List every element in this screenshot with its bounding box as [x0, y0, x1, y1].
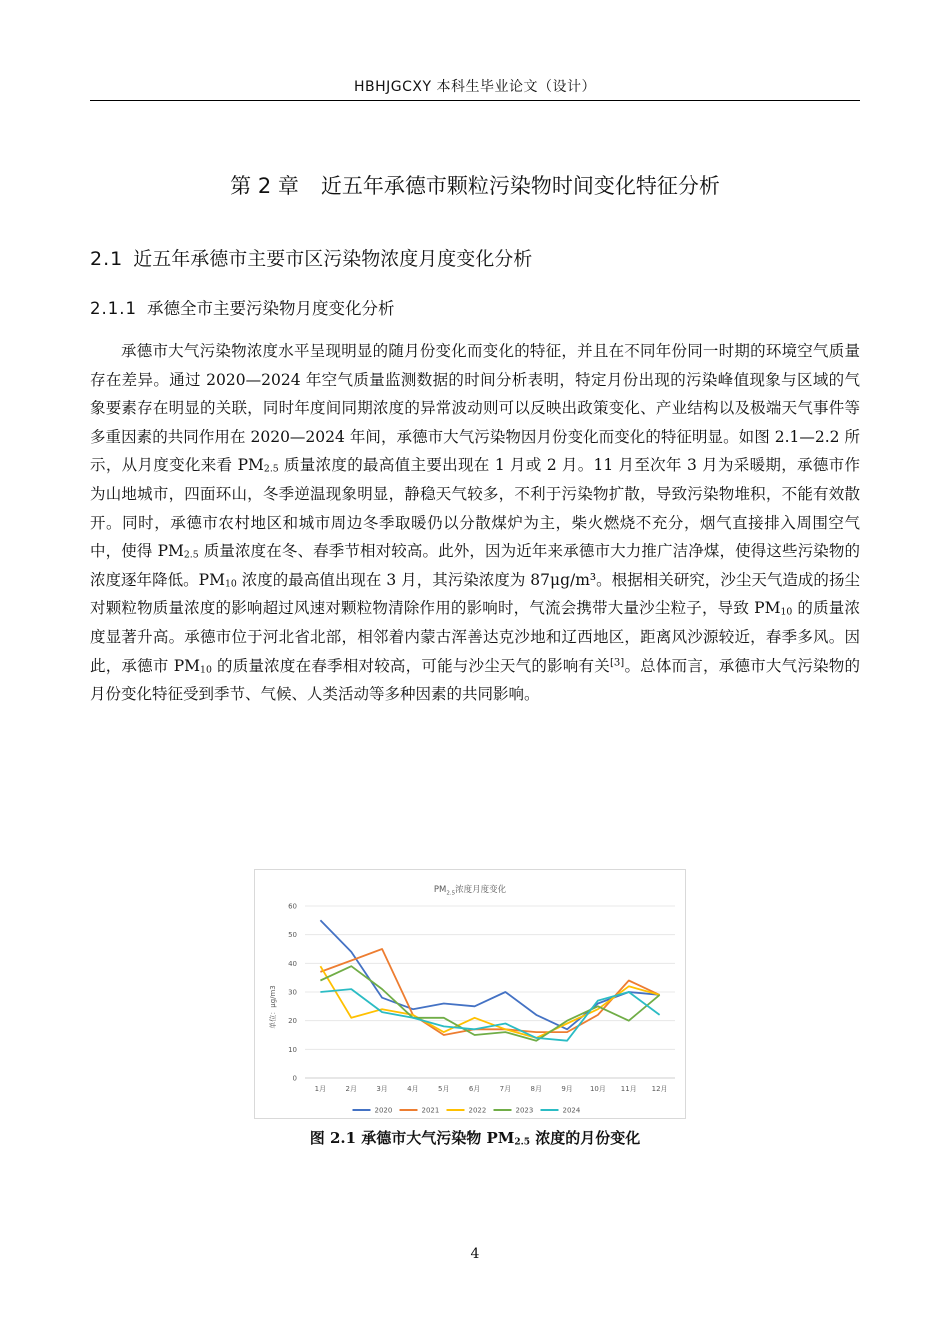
y-tick-label: 10	[288, 1045, 297, 1054]
legend-label-2020: 2020	[374, 1106, 393, 1115]
page-number: 4	[470, 1246, 480, 1262]
legend-label-2023: 2023	[515, 1106, 534, 1115]
body-paragraph	[90, 337, 860, 709]
legend-label-2021: 2021	[421, 1106, 440, 1115]
x-tick-label: 5月	[438, 1085, 450, 1093]
section-number: 2.1	[90, 248, 124, 270]
text-run: 的质量浓度显著升高。承德市位于河北省北部，相邻着内蒙古浑善达克沙地和辽西地区，距离风沙源较近，春季多风。因此，承德市	[90, 599, 860, 675]
section-title: 近五年承德市主要市区污染物浓度月度变化分析	[133, 248, 533, 270]
figure-caption	[90, 1127, 860, 1148]
pm-label: PM	[237, 456, 264, 475]
pm25-line-chart	[255, 870, 685, 1118]
chapter-heading	[90, 170, 860, 200]
pm-subscript: 10	[200, 663, 212, 675]
x-tick-label: 10月	[589, 1085, 606, 1093]
x-tick-label: 8月	[530, 1085, 542, 1093]
text-run: 浓度的最高值出现在 3 月，其污染浓度为 87μg/m³。根据相关研究，沙尘天气造成的扬尘对颗粒物质量浓度的影响超过风速对颗粒物清除作用的影响时，气流会携带大量沙尘粒子，导致	[90, 570, 860, 618]
legend-label-2022: 2022	[468, 1106, 487, 1115]
chapter-title: 近五年承德市颗粒污染物时间变化特征分析	[320, 174, 720, 198]
pm-subscript: 2.5	[263, 463, 279, 475]
subsection-number: 2.1.1	[90, 299, 137, 318]
chapter-number: 第 2 章	[230, 174, 299, 198]
text-run: 质量浓度在冬、春季节相对较高。此外，因为近年来承德市大力推广洁净煤，使得这些污染物的浓度逐年降低。	[90, 542, 860, 589]
x-tick-label: 11月	[620, 1085, 637, 1093]
y-tick-label: 60	[288, 902, 297, 911]
y-tick-label: 50	[288, 931, 297, 940]
legend-label-2024: 2024	[562, 1106, 581, 1115]
x-tick-label: 3月	[376, 1085, 388, 1093]
caption-text: 图 2.1 承德市大气污染物	[309, 1129, 487, 1147]
pm-label: PM	[754, 599, 781, 618]
pm-label: PM	[173, 656, 201, 675]
caption-text: 浓度的月份变化	[530, 1129, 641, 1147]
text-run: 的质量浓度在春季相对较高，可能与沙尘天气的影响有关	[211, 656, 610, 675]
x-tick-label: 12月	[651, 1085, 668, 1093]
pm-subscript: 10	[780, 606, 793, 618]
pm-subscript: 10	[224, 578, 237, 590]
subsection-heading	[90, 295, 394, 319]
text-run: 。总体而言，承德市大气污染物的月份变化特征受到季节、气候、人类活动等多种因素的共同影响。	[90, 656, 860, 704]
citation-ref[interactable]: [3]	[609, 657, 625, 668]
y-tick-label: 30	[288, 988, 297, 997]
chart-title: $PM_{2.5}$浓度月度变化	[433, 885, 507, 897]
x-tick-label: 7月	[499, 1085, 512, 1093]
chart-container	[254, 869, 686, 1119]
pm-label: PM	[198, 570, 225, 589]
x-tick-label: 6月	[468, 1085, 481, 1093]
pm-label: PM	[157, 542, 184, 561]
y-tick-label: 20	[288, 1017, 297, 1026]
y-tick-label: 0	[292, 1074, 297, 1083]
pm-subscript: 2.5	[183, 549, 199, 561]
y-tick-label: 40	[288, 959, 297, 968]
text-run: 承德市大气污染物浓度水平呈现明显的随月份变化而变化的特征，并且在不同年份同一时期的环境空气质量存在差异。通过 2020—2024 年空气质量监测数据的时间分析表明，特定月份出现的污染峰值现象与区域的气象要素存在明显的关联，同时年度间同期浓度的异常波动则可以反映出政策变化、产业结构以及极端天气事件等多重因素的共同作用在 2020—2024 年间，承德市大气污染物因月份变化而变化的特征明显。如图 2.1—2.2 所示，从月度变化来看	[90, 342, 860, 475]
x-tick-label: 4月	[407, 1085, 419, 1093]
x-tick-label: 9月	[561, 1085, 573, 1093]
caption-subscript: 2.5	[514, 1137, 531, 1148]
x-tick-label: 2月	[345, 1085, 357, 1093]
header-rule	[90, 100, 860, 101]
section-heading	[90, 244, 532, 271]
text-run: 质量浓度的最高值主要出现在 1 月或 2 月。11 月至次年 3 月为采暖期，承德市作为山地城市，四面环山，冬季逆温现象明显，静稳天气较多，不利于污染物扩散，导致污染物堆积，不能有效散开。同时，承德市农村地区和城市周边冬季取暖仍以分散煤炉为主，柴火燃烧不充分，烟气直接排入周围空气中，使得	[90, 456, 860, 561]
x-tick-label: 1月	[314, 1085, 327, 1093]
subsection-title: 承德全市主要污染物月度变化分析	[146, 299, 395, 318]
page-header: HBHJGCXY 本科生毕业论文（设计）	[353, 79, 596, 95]
y-axis-label: 单位：μg/m3	[269, 985, 277, 1029]
caption-pm: PM	[486, 1129, 515, 1147]
